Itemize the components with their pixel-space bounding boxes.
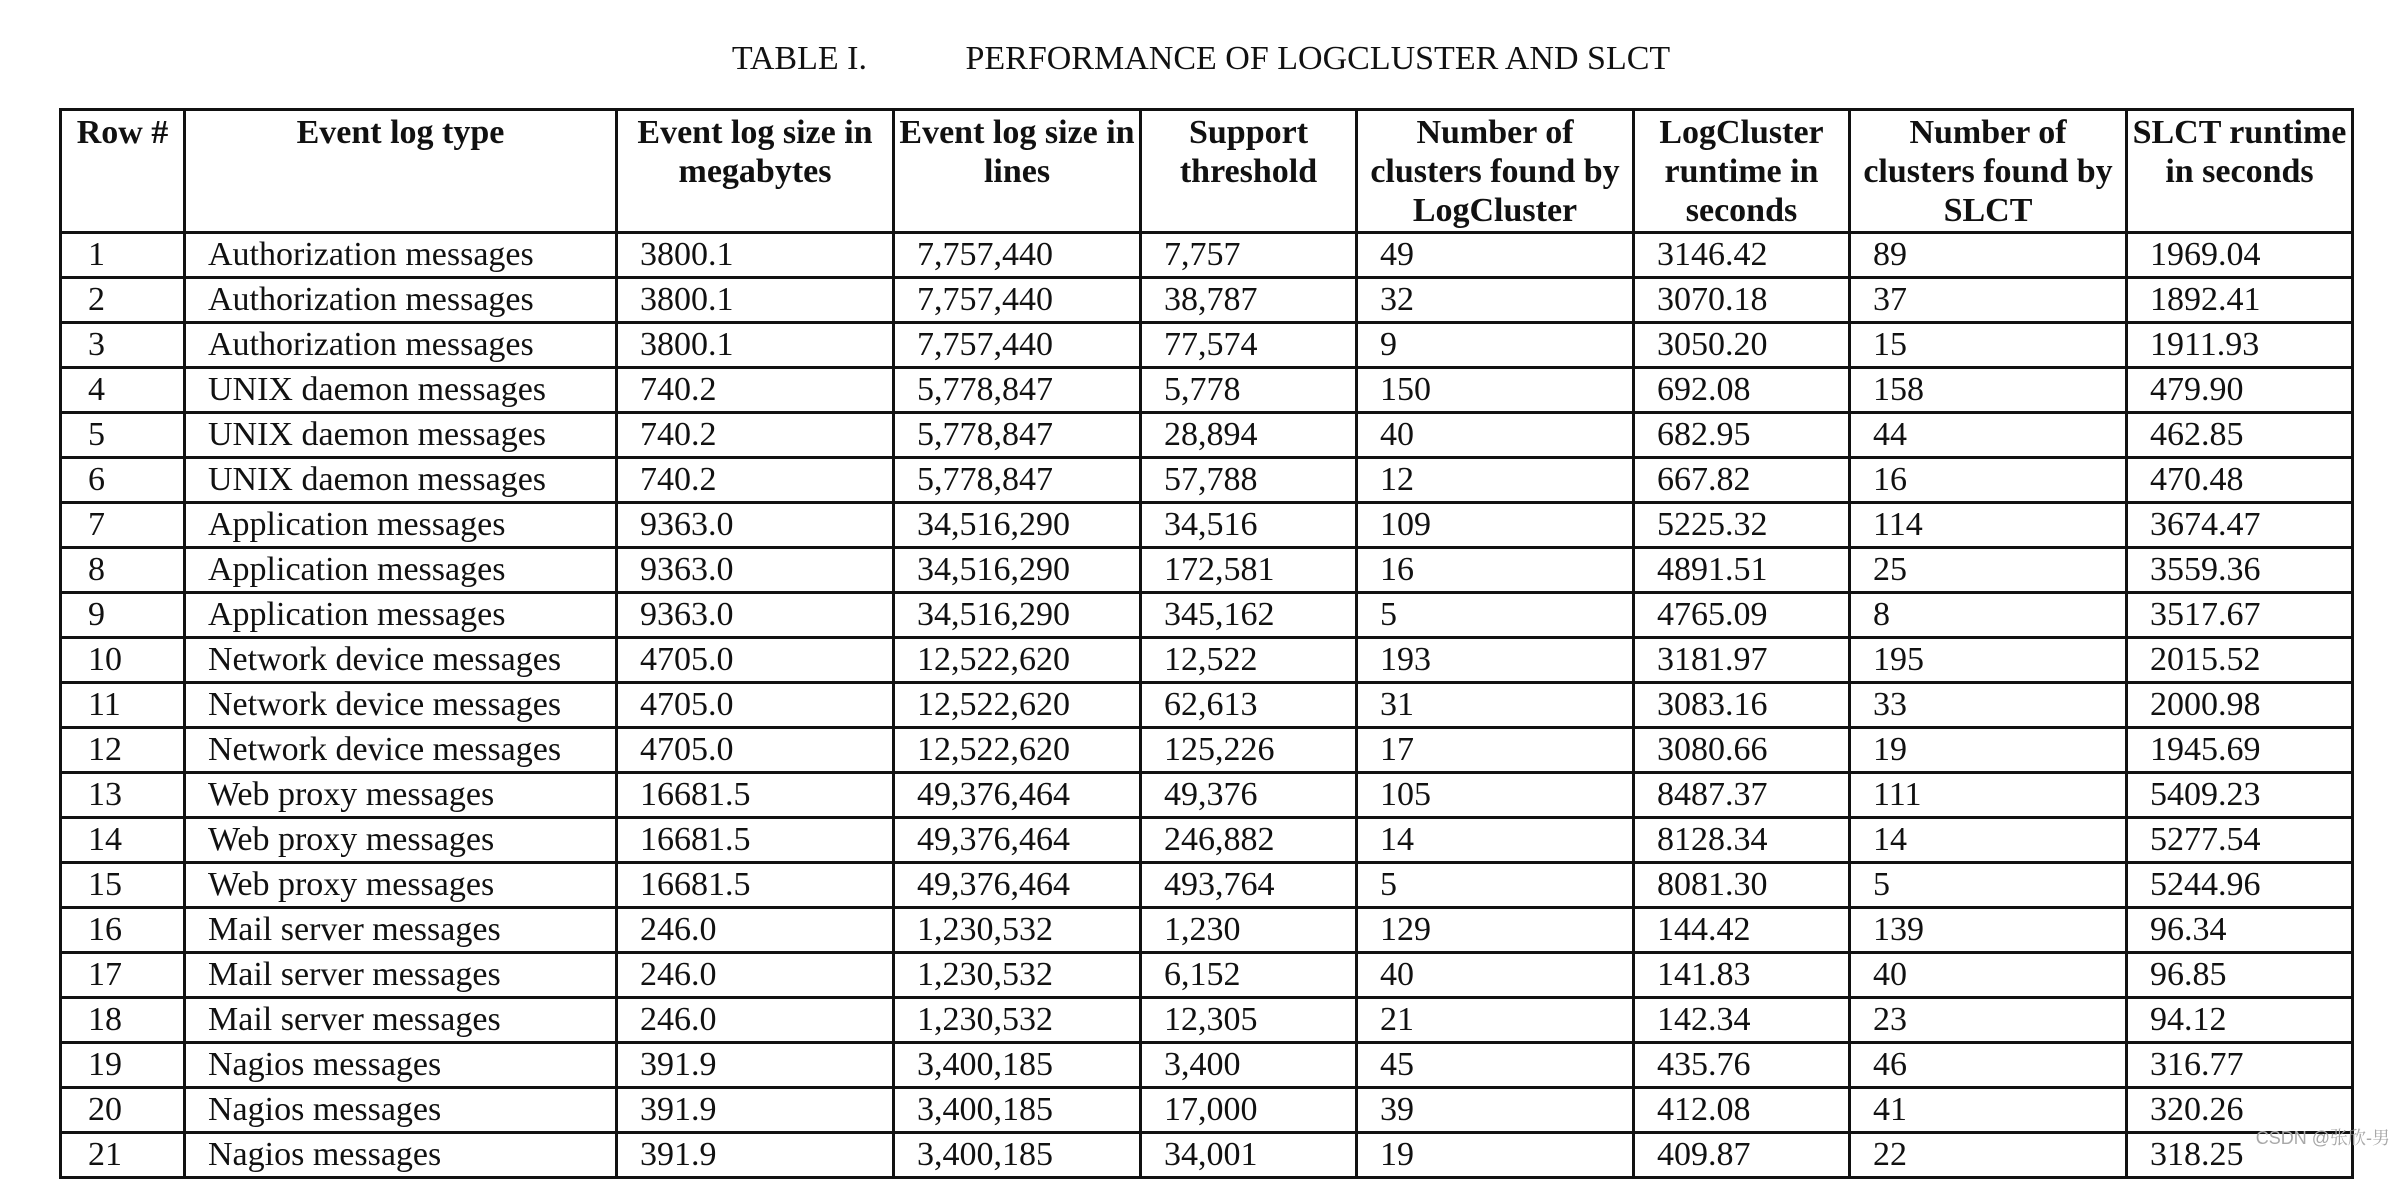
caption-title-part: SLCT bbox=[1587, 40, 1671, 77]
table-cell: 10 bbox=[61, 638, 185, 683]
column-header: Support threshold bbox=[1141, 110, 1357, 233]
table-cell: 17 bbox=[1357, 728, 1634, 773]
table-cell: 34,516 bbox=[1141, 503, 1357, 548]
table-cell: 144.42 bbox=[1634, 908, 1850, 953]
table-cell: 129 bbox=[1357, 908, 1634, 953]
table-cell: 12,522 bbox=[1141, 638, 1357, 683]
table-cell: 40 bbox=[1850, 953, 2127, 998]
table-cell: 193 bbox=[1357, 638, 1634, 683]
table-caption bbox=[0, 40, 2402, 78]
table-cell: 19 bbox=[1357, 1133, 1634, 1178]
table-cell: 16 bbox=[1850, 458, 2127, 503]
table-cell: 4705.0 bbox=[617, 683, 894, 728]
table-cell: 692.08 bbox=[1634, 368, 1850, 413]
table-row bbox=[61, 458, 2353, 503]
table-cell: 318.25 bbox=[2127, 1133, 2353, 1178]
table-cell: 470.48 bbox=[2127, 458, 2353, 503]
table-row bbox=[61, 1043, 2353, 1088]
table-cell: 7,757 bbox=[1141, 233, 1357, 278]
table-cell: 5,778,847 bbox=[894, 368, 1141, 413]
table-cell: Authorization messages bbox=[185, 278, 617, 323]
table-cell: 5 bbox=[1357, 593, 1634, 638]
table-cell: 96.34 bbox=[2127, 908, 2353, 953]
table-cell: Web proxy messages bbox=[185, 818, 617, 863]
table-cell: 2015.52 bbox=[2127, 638, 2353, 683]
table-cell: 3 bbox=[61, 323, 185, 368]
table-cell: 111 bbox=[1850, 773, 2127, 818]
table-cell: 12 bbox=[1357, 458, 1634, 503]
table-cell: 19 bbox=[61, 1043, 185, 1088]
table-cell: 49,376,464 bbox=[894, 818, 1141, 863]
table-cell: 28,894 bbox=[1141, 413, 1357, 458]
table-cell: 682.95 bbox=[1634, 413, 1850, 458]
table-cell: 5225.32 bbox=[1634, 503, 1850, 548]
table-cell: 3517.67 bbox=[2127, 593, 2353, 638]
table-cell: 34,516,290 bbox=[894, 593, 1141, 638]
table-cell: 40 bbox=[1357, 953, 1634, 998]
table-row bbox=[61, 953, 2353, 998]
performance-table bbox=[59, 108, 2354, 1179]
table-cell: Mail server messages bbox=[185, 908, 617, 953]
table-cell: Network device messages bbox=[185, 638, 617, 683]
table-cell: 3146.42 bbox=[1634, 233, 1850, 278]
table-cell: 14 bbox=[1850, 818, 2127, 863]
column-header: Number of clusters found by LogCluster bbox=[1357, 110, 1634, 233]
table-header-row bbox=[61, 110, 2353, 233]
table-cell: 493,764 bbox=[1141, 863, 1357, 908]
table-cell: 1969.04 bbox=[2127, 233, 2353, 278]
table-cell: Mail server messages bbox=[185, 953, 617, 998]
table-cell: 49,376,464 bbox=[894, 773, 1141, 818]
table-cell: 22 bbox=[1850, 1133, 2127, 1178]
table-cell: 246,882 bbox=[1141, 818, 1357, 863]
table-cell: 246.0 bbox=[617, 953, 894, 998]
table-cell: 6 bbox=[61, 458, 185, 503]
table-cell: 9 bbox=[1357, 323, 1634, 368]
table-cell: 667.82 bbox=[1634, 458, 1850, 503]
caption-title-part: L bbox=[1277, 40, 1299, 77]
table-cell: 34,516,290 bbox=[894, 548, 1141, 593]
table-cell: 49,376,464 bbox=[894, 863, 1141, 908]
table-row bbox=[61, 998, 2353, 1043]
table-cell: 4705.0 bbox=[617, 728, 894, 773]
table-cell: 246.0 bbox=[617, 998, 894, 1043]
table-cell: 12,522,620 bbox=[894, 638, 1141, 683]
table-cell: Web proxy messages bbox=[185, 863, 617, 908]
table-cell: 4765.09 bbox=[1634, 593, 1850, 638]
table-body bbox=[61, 233, 2353, 1178]
table-cell: 3,400,185 bbox=[894, 1088, 1141, 1133]
table-cell: 12,522,620 bbox=[894, 683, 1141, 728]
table-cell: 33 bbox=[1850, 683, 2127, 728]
table-row bbox=[61, 413, 2353, 458]
table-cell: 7 bbox=[61, 503, 185, 548]
table-cell: 105 bbox=[1357, 773, 1634, 818]
table-cell: 4891.51 bbox=[1634, 548, 1850, 593]
table-cell: 3800.1 bbox=[617, 233, 894, 278]
table-row bbox=[61, 278, 2353, 323]
table-cell: Application messages bbox=[185, 593, 617, 638]
table-cell: 316.77 bbox=[2127, 1043, 2353, 1088]
table-cell: 21 bbox=[1357, 998, 1634, 1043]
table-cell: 18 bbox=[61, 998, 185, 1043]
table-cell: Mail server messages bbox=[185, 998, 617, 1043]
table-cell: Nagios messages bbox=[185, 1088, 617, 1133]
table-cell: 479.90 bbox=[2127, 368, 2353, 413]
table-cell: 7,757,440 bbox=[894, 323, 1141, 368]
table-cell: 409.87 bbox=[1634, 1133, 1850, 1178]
column-header: LogCluster runtime in seconds bbox=[1634, 110, 1850, 233]
table-cell: 246.0 bbox=[617, 908, 894, 953]
table-cell: 5,778 bbox=[1141, 368, 1357, 413]
column-header: Event log size in megabytes bbox=[617, 110, 894, 233]
table-cell: 16681.5 bbox=[617, 818, 894, 863]
table-cell: 94.12 bbox=[2127, 998, 2353, 1043]
table-cell: 46 bbox=[1850, 1043, 2127, 1088]
table-cell: 16681.5 bbox=[617, 773, 894, 818]
table-cell: 141.83 bbox=[1634, 953, 1850, 998]
table-cell: 1945.69 bbox=[2127, 728, 2353, 773]
column-header: Row # bbox=[61, 110, 185, 233]
table-cell: 4705.0 bbox=[617, 638, 894, 683]
table-cell: 1,230,532 bbox=[894, 953, 1141, 998]
table-cell: 114 bbox=[1850, 503, 2127, 548]
table-cell: 12,522,620 bbox=[894, 728, 1141, 773]
table-cell: 740.2 bbox=[617, 368, 894, 413]
table-cell: 17,000 bbox=[1141, 1088, 1357, 1133]
table-cell: 412.08 bbox=[1634, 1088, 1850, 1133]
table-cell: 34,516,290 bbox=[894, 503, 1141, 548]
table-cell: 12,305 bbox=[1141, 998, 1357, 1043]
table-cell: 3,400,185 bbox=[894, 1043, 1141, 1088]
table-cell: 45 bbox=[1357, 1043, 1634, 1088]
table-cell: 3559.36 bbox=[2127, 548, 2353, 593]
table-cell: 391.9 bbox=[617, 1133, 894, 1178]
table-cell: 5277.54 bbox=[2127, 818, 2353, 863]
table-cell: 14 bbox=[61, 818, 185, 863]
table-cell: 320.26 bbox=[2127, 1088, 2353, 1133]
table-cell: 8081.30 bbox=[1634, 863, 1850, 908]
table-cell: 195 bbox=[1850, 638, 2127, 683]
table-cell: 1911.93 bbox=[2127, 323, 2353, 368]
table-cell: 1,230,532 bbox=[894, 908, 1141, 953]
table-row bbox=[61, 683, 2353, 728]
table-cell: Nagios messages bbox=[185, 1133, 617, 1178]
table-cell: 49,376 bbox=[1141, 773, 1357, 818]
table-row bbox=[61, 773, 2353, 818]
table-cell: 96.85 bbox=[2127, 953, 2353, 998]
table-cell: 8 bbox=[1850, 593, 2127, 638]
table-cell: 9 bbox=[61, 593, 185, 638]
table-cell: 5244.96 bbox=[2127, 863, 2353, 908]
table-cell: 16 bbox=[1357, 548, 1634, 593]
table-cell: 435.76 bbox=[1634, 1043, 1850, 1088]
caption-title-part: C bbox=[1347, 40, 1370, 77]
table-cell: 25 bbox=[1850, 548, 2127, 593]
watermark-text: CSDN @张欣-男 bbox=[2255, 1128, 2390, 1148]
table-cell: Authorization messages bbox=[185, 323, 617, 368]
table-row bbox=[61, 1088, 2353, 1133]
caption-label: TABLE I. bbox=[731, 40, 867, 77]
column-header: Event log type bbox=[185, 110, 617, 233]
table-cell: 16 bbox=[61, 908, 185, 953]
table-cell: 7,757,440 bbox=[894, 278, 1141, 323]
table-cell: Network device messages bbox=[185, 728, 617, 773]
table-cell: 391.9 bbox=[617, 1043, 894, 1088]
table-row bbox=[61, 323, 2353, 368]
table-cell: Network device messages bbox=[185, 683, 617, 728]
table-cell: 37 bbox=[1850, 278, 2127, 323]
table-cell: 5409.23 bbox=[2127, 773, 2353, 818]
caption-title-part: P bbox=[965, 40, 985, 77]
table-cell: 8487.37 bbox=[1634, 773, 1850, 818]
table-cell: 3050.20 bbox=[1634, 323, 1850, 368]
table-cell: 5 bbox=[1357, 863, 1634, 908]
table-cell: UNIX daemon messages bbox=[185, 413, 617, 458]
table-cell: 31 bbox=[1357, 683, 1634, 728]
table-cell: 3181.97 bbox=[1634, 638, 1850, 683]
table-cell: 3070.18 bbox=[1634, 278, 1850, 323]
table-cell: Web proxy messages bbox=[185, 773, 617, 818]
column-header: SLCT runtime in seconds bbox=[2127, 110, 2353, 233]
table-cell: 158 bbox=[1850, 368, 2127, 413]
table-row bbox=[61, 638, 2353, 683]
column-header: Event log size in lines bbox=[894, 110, 1141, 233]
table-cell: 3800.1 bbox=[617, 278, 894, 323]
table-cell: 3800.1 bbox=[617, 323, 894, 368]
table-cell: 8 bbox=[61, 548, 185, 593]
table-cell: 44 bbox=[1850, 413, 2127, 458]
table-cell: 39 bbox=[1357, 1088, 1634, 1133]
table-cell: 391.9 bbox=[617, 1088, 894, 1133]
table-row bbox=[61, 863, 2353, 908]
table-cell: 12 bbox=[61, 728, 185, 773]
table-cell: 1,230 bbox=[1141, 908, 1357, 953]
table-cell: 21 bbox=[61, 1133, 185, 1178]
table-cell: 345,162 bbox=[1141, 593, 1357, 638]
caption-title-part: LUSTER AND bbox=[1369, 40, 1588, 77]
table-cell: 9363.0 bbox=[617, 503, 894, 548]
table-cell: 8128.34 bbox=[1634, 818, 1850, 863]
table-row bbox=[61, 593, 2353, 638]
table-row bbox=[61, 908, 2353, 953]
table-cell: 142.34 bbox=[1634, 998, 1850, 1043]
table-cell: 5 bbox=[61, 413, 185, 458]
table-cell: 3,400 bbox=[1141, 1043, 1357, 1088]
table-cell: 5,778,847 bbox=[894, 413, 1141, 458]
caption-title bbox=[965, 40, 1670, 77]
caption-title-part: ERFORMANCE OF bbox=[984, 40, 1278, 77]
table-cell: 38,787 bbox=[1141, 278, 1357, 323]
table-cell: 139 bbox=[1850, 908, 2127, 953]
table-row bbox=[61, 818, 2353, 863]
table-row bbox=[61, 368, 2353, 413]
table-row bbox=[61, 1133, 2353, 1178]
table-cell: 3674.47 bbox=[2127, 503, 2353, 548]
table-cell: 1,230,532 bbox=[894, 998, 1141, 1043]
table-cell: 41 bbox=[1850, 1088, 2127, 1133]
table-cell: 15 bbox=[61, 863, 185, 908]
table-cell: 15 bbox=[1850, 323, 2127, 368]
table-cell: 1892.41 bbox=[2127, 278, 2353, 323]
table-row bbox=[61, 233, 2353, 278]
table-cell: 4 bbox=[61, 368, 185, 413]
table-cell: Application messages bbox=[185, 503, 617, 548]
table-cell: 16681.5 bbox=[617, 863, 894, 908]
table-cell: 2 bbox=[61, 278, 185, 323]
table-cell: 3,400,185 bbox=[894, 1133, 1141, 1178]
table-cell: 462.85 bbox=[2127, 413, 2353, 458]
table-cell: 40 bbox=[1357, 413, 1634, 458]
table-cell: 14 bbox=[1357, 818, 1634, 863]
table-cell: 5 bbox=[1850, 863, 2127, 908]
table-cell: 34,001 bbox=[1141, 1133, 1357, 1178]
table-cell: 6,152 bbox=[1141, 953, 1357, 998]
table-cell: 23 bbox=[1850, 998, 2127, 1043]
table-cell: UNIX daemon messages bbox=[185, 458, 617, 503]
caption-title-part: OG bbox=[1298, 40, 1348, 77]
table-cell: 32 bbox=[1357, 278, 1634, 323]
table-cell: 740.2 bbox=[617, 413, 894, 458]
table-cell: Application messages bbox=[185, 548, 617, 593]
table-cell: 125,226 bbox=[1141, 728, 1357, 773]
table-cell: 7,757,440 bbox=[894, 233, 1141, 278]
table-cell: 1 bbox=[61, 233, 185, 278]
table-cell: Nagios messages bbox=[185, 1043, 617, 1088]
table-cell: 57,788 bbox=[1141, 458, 1357, 503]
table-cell: 19 bbox=[1850, 728, 2127, 773]
table-cell: UNIX daemon messages bbox=[185, 368, 617, 413]
table-cell: 150 bbox=[1357, 368, 1634, 413]
table-row bbox=[61, 728, 2353, 773]
table-cell: 109 bbox=[1357, 503, 1634, 548]
table-cell: 5,778,847 bbox=[894, 458, 1141, 503]
table-cell: 740.2 bbox=[617, 458, 894, 503]
column-header: Number of clusters found by SLCT bbox=[1850, 110, 2127, 233]
table-cell: 13 bbox=[61, 773, 185, 818]
table-cell: 89 bbox=[1850, 233, 2127, 278]
table-cell: 2000.98 bbox=[2127, 683, 2353, 728]
table-cell: 9363.0 bbox=[617, 593, 894, 638]
table-cell: 172,581 bbox=[1141, 548, 1357, 593]
table-cell: 3083.16 bbox=[1634, 683, 1850, 728]
table-row bbox=[61, 548, 2353, 593]
table-cell: 3080.66 bbox=[1634, 728, 1850, 773]
table-row bbox=[61, 503, 2353, 548]
table-cell: 49 bbox=[1357, 233, 1634, 278]
table-cell: 11 bbox=[61, 683, 185, 728]
table-cell: Authorization messages bbox=[185, 233, 617, 278]
table-cell: 17 bbox=[61, 953, 185, 998]
table-cell: 20 bbox=[61, 1088, 185, 1133]
table-cell: 9363.0 bbox=[617, 548, 894, 593]
table-cell: 62,613 bbox=[1141, 683, 1357, 728]
table-cell: 77,574 bbox=[1141, 323, 1357, 368]
